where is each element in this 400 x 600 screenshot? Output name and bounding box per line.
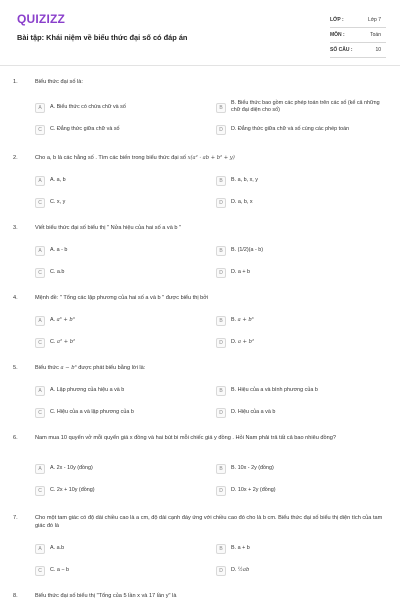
option-letter: A xyxy=(35,464,45,474)
option-c[interactable] xyxy=(35,486,205,497)
question-text: Nam mua 10 quyển vở mỗi quyển giá x đồng và hai bút bi mỗi chiếc giá y đồng . Hỏi Nam phải trả tất cả bao nhiêu đồng? xyxy=(35,435,336,441)
option-letter: A xyxy=(35,246,45,256)
option-letter: A xyxy=(35,386,45,396)
question-text: Biểu thức đại số biểu thị "Tổng của 5 lần x và 17 lần y" là xyxy=(35,593,177,599)
option-text xyxy=(50,317,208,324)
option-text: D. a + b xyxy=(231,269,251,275)
option-letter: D xyxy=(216,125,226,135)
option-letter: C xyxy=(35,268,45,278)
option-c[interactable] xyxy=(35,268,205,279)
option-b[interactable] xyxy=(216,464,386,475)
question-formula: x(a² · ab + b² + y) xyxy=(187,155,235,161)
option-prefix: B. xyxy=(231,317,237,323)
option-formula: a² + b² xyxy=(56,339,76,345)
meta-value: 10 xyxy=(375,47,381,53)
option-text: D. Hiệu của a và b xyxy=(231,409,276,415)
question-number: 3. xyxy=(13,225,18,231)
option-d[interactable] xyxy=(216,338,386,349)
option-text: B. 10x - 2y (đồng) xyxy=(231,465,274,471)
option-a[interactable] xyxy=(35,103,205,114)
option-a[interactable] xyxy=(35,544,205,555)
option-text: B. Hiệu của a và bình phương của b xyxy=(231,387,318,393)
question-text-main: Cho a, b là các hằng số . Tìm các biến trong biểu thức đại số xyxy=(35,155,187,161)
option-d[interactable] xyxy=(216,268,386,279)
option-letter: D xyxy=(216,408,226,418)
option-letter: C xyxy=(35,338,45,348)
option-letter: C xyxy=(35,486,45,496)
quizizz-logo: QUIZIZZ xyxy=(17,12,66,26)
option-text: A. Lập phương của hiệu a và b xyxy=(50,387,125,393)
option-text: D. a, b, x xyxy=(231,199,253,205)
question-number: 6. xyxy=(13,435,18,441)
option-text: B. (1/2)(a - b) xyxy=(231,247,264,253)
question-text-rest: được phát biểu bằng lời là: xyxy=(78,365,146,371)
option-b[interactable] xyxy=(216,99,386,113)
option-letter: D xyxy=(216,486,226,496)
option-letter: B xyxy=(216,544,226,554)
option-letter: B xyxy=(216,246,226,256)
option-a[interactable] xyxy=(35,316,205,327)
option-letter: C xyxy=(35,408,45,418)
question-text: Viết biểu thức đại số biểu thị " Nửa hiệu của hai số a và b " xyxy=(35,225,182,231)
option-b[interactable] xyxy=(216,316,386,327)
question-number: 4. xyxy=(13,295,18,301)
meta-label: LỚP : xyxy=(330,17,344,23)
question-text-main: Biểu thức xyxy=(35,365,59,371)
option-text xyxy=(231,317,389,324)
meta-label: MÔN : xyxy=(330,32,345,38)
option-text: A. Biểu thức có chứa chữ và số xyxy=(50,104,126,110)
question-number: 8. xyxy=(13,593,18,599)
option-c[interactable] xyxy=(35,198,205,209)
worksheet-title: Bài tập: Khái niệm về biểu thức đại số có đáp án xyxy=(17,33,188,42)
option-letter: C xyxy=(35,125,45,135)
question-number: 2. xyxy=(13,155,18,161)
question-formula: a − b³ xyxy=(60,365,77,371)
option-prefix: D. xyxy=(231,339,237,345)
option-letter: D xyxy=(216,198,226,208)
option-text: B. a + b xyxy=(231,545,250,551)
option-d[interactable] xyxy=(216,125,386,136)
question-text xyxy=(35,364,385,372)
option-b[interactable] xyxy=(216,544,386,555)
meta-row-grade xyxy=(330,13,386,28)
option-letter: D xyxy=(216,338,226,348)
option-letter: B xyxy=(216,176,226,186)
option-prefix: D. xyxy=(231,567,237,573)
option-letter: A xyxy=(35,103,45,113)
option-c[interactable] xyxy=(35,408,205,419)
option-a[interactable] xyxy=(35,464,205,475)
question-number: 1. xyxy=(13,79,18,85)
option-text: A. 2x - 10y (đồng) xyxy=(50,465,93,471)
question-text xyxy=(35,154,385,162)
option-text: C. Đẳng thức giữa chữ và số xyxy=(50,126,120,132)
option-formula: ½ab xyxy=(237,567,250,573)
option-text xyxy=(231,567,389,574)
option-letter: B xyxy=(216,386,226,396)
option-letter: D xyxy=(216,268,226,278)
option-letter: D xyxy=(216,566,226,576)
option-text: C. a.b xyxy=(50,269,65,275)
option-formula: a + b² xyxy=(237,339,255,345)
meta-row-count xyxy=(330,43,386,58)
option-letter: B xyxy=(216,316,226,326)
option-text: A. a, b xyxy=(50,177,66,183)
question-number: 7. xyxy=(13,515,18,521)
option-text xyxy=(231,339,389,346)
question-text: Mệnh đề: " Tổng các lập phương của hai số a và b " được biểu thị bởi xyxy=(35,295,209,301)
option-text: A. a.b xyxy=(50,545,65,551)
option-letter: B xyxy=(216,464,226,474)
option-formula: a + b³ xyxy=(237,317,254,323)
option-letter: C xyxy=(35,198,45,208)
option-a[interactable] xyxy=(35,246,205,257)
option-prefix: A. xyxy=(50,317,56,323)
option-prefix: C. xyxy=(50,339,56,345)
option-formula: a³ + b³ xyxy=(56,317,75,323)
option-letter: A xyxy=(35,176,45,186)
option-text: C. a − b xyxy=(50,567,70,573)
option-letter: C xyxy=(35,566,45,576)
option-text: C. x, y xyxy=(50,199,66,205)
option-b[interactable] xyxy=(216,246,386,257)
worksheet-meta xyxy=(330,13,386,58)
option-text: C. 2x + 10y (đồng) xyxy=(50,487,95,493)
option-text xyxy=(50,339,208,346)
meta-value: Toán xyxy=(370,32,381,38)
option-d[interactable] xyxy=(216,198,386,209)
option-b[interactable] xyxy=(216,386,386,397)
option-text: D. Đẳng thức giữa chữ và số cùng các phép toán xyxy=(231,126,350,132)
option-a[interactable] xyxy=(35,386,205,397)
option-letter: A xyxy=(35,544,45,554)
option-text: D. 10x + 2y (đồng) xyxy=(231,487,276,493)
worksheet-header xyxy=(0,0,400,66)
option-b[interactable] xyxy=(216,176,386,187)
option-letter: B xyxy=(216,103,226,113)
option-d[interactable] xyxy=(216,486,386,497)
option-c[interactable] xyxy=(35,125,205,136)
option-c[interactable] xyxy=(35,338,205,349)
question-text: Biểu thức đại số là: xyxy=(35,79,83,85)
meta-row-subject xyxy=(330,28,386,43)
option-c[interactable] xyxy=(35,566,205,577)
option-text: B. a, b, x, y xyxy=(231,177,258,183)
question-text: Cho một tam giác có độ dài chiều cao là a cm, độ dài cạnh đáy ứng với chiều cao đó cho là b cm. Biểu thức đại số biểu thị diện tích của tam giác đó là xyxy=(35,515,383,529)
option-text: C. Hiệu của a và lập phương của b xyxy=(50,409,134,415)
option-a[interactable] xyxy=(35,176,205,187)
option-text: A. a - b xyxy=(50,247,68,253)
meta-label: SỐ CÂU : xyxy=(330,47,353,53)
option-text: B. Biểu thức bao gồm các phép toán trên các số (kể cả những chữ đại diện cho số) xyxy=(231,100,380,113)
option-d[interactable] xyxy=(216,566,386,577)
option-d[interactable] xyxy=(216,408,386,419)
question-number: 5. xyxy=(13,365,18,371)
meta-value: Lớp 7 xyxy=(367,17,381,23)
option-letter: A xyxy=(35,316,45,326)
